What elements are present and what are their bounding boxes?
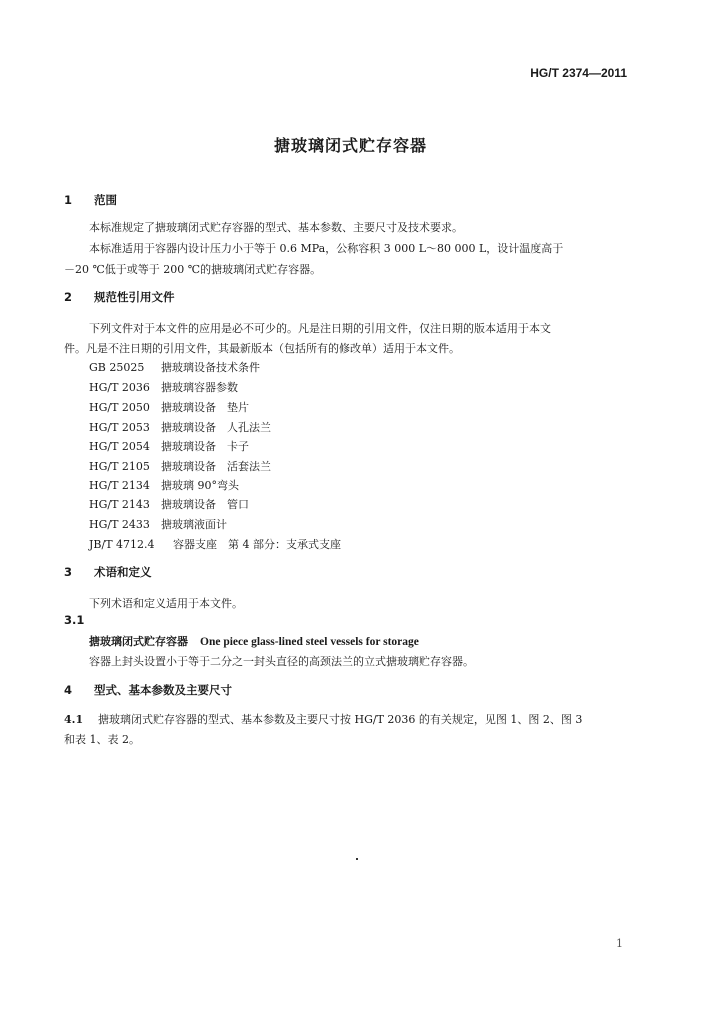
reference-title: 容器支座 第 4 部分：支承式支座 <box>173 538 341 551</box>
section-number: 1 <box>64 193 73 207</box>
reference-code: HG/T 2036 <box>89 381 150 394</box>
scope-paragraph-2-line-2: －20 ℃低于或等于 200 ℃的搪玻璃闭式贮存容器。 <box>64 263 322 276</box>
term-entry <box>89 633 419 649</box>
term-definition: 容器上封头设置小于等于二分之一封头直径的高颈法兰的立式搪玻璃贮存容器。 <box>89 655 474 668</box>
reference-item <box>89 496 249 512</box>
subsection-number: 4.1 <box>64 713 84 726</box>
reference-code: HG/T 2433 <box>89 518 150 531</box>
reference-item <box>89 399 249 415</box>
term-chinese: 搪玻璃闭式贮存容器 <box>89 635 188 648</box>
reference-title: 搪玻璃设备 垫片 <box>161 401 249 414</box>
reference-code: HG/T 2054 <box>89 440 150 453</box>
clause-text: 搪玻璃闭式贮存容器的型式、基本参数及主要尺寸按 HG/T 2036 的有关规定，见图 1、图 2、图 3 <box>98 713 583 726</box>
subsection-number: 3.1 <box>64 613 85 627</box>
page-number: 1 <box>616 937 623 950</box>
reference-item <box>89 379 238 395</box>
reference-code: HG/T 2143 <box>89 498 150 511</box>
reference-item <box>89 438 249 454</box>
section-title: 范围 <box>94 193 117 207</box>
terms-intro: 下列术语和定义适用于本文件。 <box>89 597 243 610</box>
reference-title: 搪玻璃设备 管口 <box>161 498 249 511</box>
standard-code: HG/T 2374—2011 <box>530 66 627 80</box>
section-title: 型式、基本参数及主要尺寸 <box>94 683 232 697</box>
section-4-heading <box>64 682 232 698</box>
document-title: 搪玻璃闭式贮存容器 <box>273 136 427 155</box>
section-number: 3 <box>64 565 73 579</box>
section-3-heading <box>64 564 152 580</box>
reference-code: HG/T 2053 <box>89 421 150 434</box>
clause-4-1-line-1 <box>64 711 582 727</box>
reference-code: HG/T 2050 <box>89 401 150 414</box>
reference-title: 搪玻璃 90°弯头 <box>161 479 239 492</box>
reference-title: 搪玻璃容器参数 <box>161 381 238 394</box>
dot-mark <box>356 858 358 860</box>
section-title: 规范性引用文件 <box>94 290 175 304</box>
reference-item <box>89 536 341 552</box>
reference-code: HG/T 2134 <box>89 479 150 492</box>
section-1-heading <box>64 192 117 208</box>
reference-item <box>89 458 271 474</box>
references-intro-line-2: 件。凡是不注日期的引用文件，其最新版本（包括所有的修改单）适用于本文件。 <box>64 342 460 355</box>
section-2-heading <box>64 289 175 305</box>
reference-title: 搪玻璃设备 活套法兰 <box>161 460 271 473</box>
clause-4-1-line-2: 和表 1、表 2。 <box>64 733 140 746</box>
reference-item <box>89 516 227 532</box>
scope-paragraph-2-line-1: 本标准适用于容器内设计压力小于等于 0.6 MPa，公称容积 3 000 L～80 000 L，设计温度高于 <box>89 242 564 255</box>
reference-item <box>89 359 260 375</box>
reference-item <box>89 477 239 493</box>
section-title: 术语和定义 <box>94 565 152 579</box>
term-english: One piece glass-lined steel vessels for storage <box>200 636 419 648</box>
reference-title: 搪玻璃设备技术条件 <box>161 361 260 374</box>
reference-item <box>89 419 271 435</box>
reference-title: 搪玻璃设备 卡子 <box>161 440 249 453</box>
scope-paragraph-1: 本标准规定了搪玻璃闭式贮存容器的型式、基本参数、主要尺寸及技术要求。 <box>89 221 463 234</box>
reference-code: HG/T 2105 <box>89 460 150 473</box>
section-number: 4 <box>64 683 73 697</box>
reference-title: 搪玻璃液面计 <box>161 518 227 531</box>
reference-code: GB 25025 <box>89 361 145 374</box>
reference-title: 搪玻璃设备 人孔法兰 <box>161 421 271 434</box>
references-intro-line-1: 下列文件对于本文件的应用是必不可少的。凡是注日期的引用文件，仅注日期的版本适用于本文 <box>89 322 551 335</box>
section-number: 2 <box>64 290 73 304</box>
reference-code: JB/T 4712.4 <box>89 538 155 551</box>
